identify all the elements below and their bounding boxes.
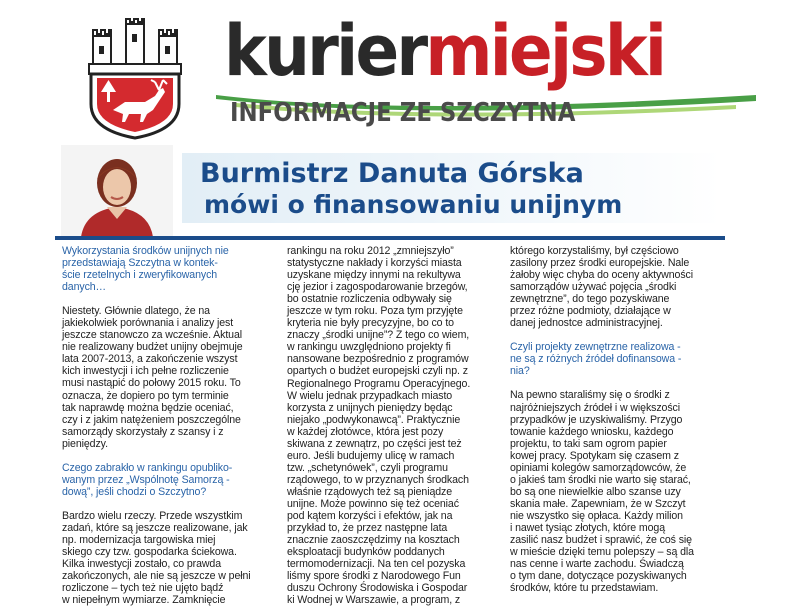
interview-answer: Niestety. Głównie dlatego, że na jakiekolwiek porównania i analizy jest jeszcze stanowczo za wcześnie. Aktual nie realizowany budżet unijny obejmuje lata 2007-2013, a zakończenie wszyst kich inwestycji i ich pełne rozliczenie musi nastąpić do połowy 2015 roku. To oznacza, że dopiero po tym terminie tak naprawdę można będzie oceniać, czy i z jakim natężeniem poszczególne samorządy skorzystały z szansy i z pieniędzy. bbox=[62, 305, 243, 450]
brand-wordmark bbox=[224, 10, 665, 92]
headline-subtitle: mówi o finansowaniu unijnym bbox=[204, 190, 623, 219]
city-crest-logo bbox=[85, 18, 185, 140]
brand-word-kurier: kurier bbox=[224, 10, 426, 92]
article-column-1 bbox=[62, 245, 287, 606]
masthead-tagline: INFORMACJE ZE SZCZYTNA bbox=[230, 98, 576, 128]
interview-question: Czego zabrakło w rankingu opubliko- wanym przez „Wspólnotę Samorzą - dową”, jeśli chodzi o Szczytno? bbox=[62, 461, 233, 498]
interview-answer: Na pewno staraliśmy się o środki z najróżniejszych źródeł i w większości przypadków je uzyskiwaliśmy. Przygo towanie każdego wniosku, każdego projektu, to taki sam ogrom papier kowej pracy. Spotykam się czasem z opiniami kolegów samorządowców, że o jakieś tam środki nie warto się starać, bo są one niewielkie albo szanse uzy skania małe. Zapewniam, że w Szczyt nie wszystko się opłaca. Każdy milion i nawet tysiąc złotych, które mogą zasilić nasz budżet i sprawić, że coś się w mieście dzięki temu polepszy – są dla nas cenne i warte zachodu. Świadczą o tym dane, dotyczące pozyskiwanych środków, które tu przedstawiam. bbox=[510, 389, 694, 595]
interview-answer: Bardzo wielu rzeczy. Przede wszystkim zadań, które są jeszcze realizowane, jak np. modernizacja targowiska miej skiego czy tzw. gospodarka ściekowa. Kilka inwestycji zostało, co prawda zakończonych, ale nie są jeszcze w pełni rozliczone – tych też nie ujęto bądź w niepełnym wymiarze. Zamknięcie bbox=[62, 509, 251, 606]
brand-word-miejski: miejski bbox=[425, 10, 665, 92]
headline-title: Burmistrz Danuta Górska bbox=[200, 158, 584, 189]
masthead-logo bbox=[196, 10, 756, 110]
article-column-2 bbox=[287, 245, 512, 606]
interview-question: Wykorzystania środków unijnych nie przedstawiają Szczytna w kontek- ście rzetelnych i zweryfikowanych danych… bbox=[62, 245, 229, 294]
article-column-3 bbox=[510, 245, 735, 594]
interview-question: Czyli projekty zewnętrzne realizowa - ne są z różnych źródeł dofinansowa - nia? bbox=[510, 341, 682, 378]
interview-answer: którego korzystaliśmy, był częściowo zasilony przez środki europejskie. Nale żałoby więc chyba do oceny aktywności samorządów używać pojęcia „środki zewnętrzne”, do tego pozyskiwane przez różne podmioty, działające w danej jednostce administracyjnej. bbox=[510, 245, 693, 330]
mayor-portrait-photo bbox=[61, 145, 173, 237]
headline-divider bbox=[55, 236, 725, 240]
interview-answer: rankingu na roku 2012 „zmniejszyło” statystyczne nakłady i korzyści miasta uzyskane między innymi na rekultywa cję jezior i zagospodarowanie brzegów, bo ostatnie rozliczenia odbywały się jeszcze w tym roku. Poza tym przyjęte kryteria nie były precyzyjne, bo co to znaczy „środki unijne”? Z tego co wiem, w rankingu uwzględniono projekty fi nansowane bezpośrednio z programów opartych o budżet europejski czyli np. z Regionalnego Programu Operacyjnego. W wielu jednak przypadkach miasto korzysta z unijnych pieniędzy będąc niejako „podwykonawcą”. Praktycznie w każdej złotówce, która jest pozy skiwana z zewnątrz, po części jest też euro. Jeśli budujemy ulicę w ramach tzw. „schetynówek”, czyli programu rządowego, to w przyznanych środkach właśnie rządowych też są pieniądze unijne. Może powinno się też oceniać pod kątem korzyści i efektów, jak na przykład to, że przez następne lata znacznie zaoszczędzimy na kosztach eksploatacji budynków poddanych termomodernizacji. Na ten cel pozyska liśmy spore środki z Narodowego Fun duszu Ochrony Środowiska i Gospodar ki Wodnej w Warszawie, a program, z bbox=[287, 245, 471, 606]
